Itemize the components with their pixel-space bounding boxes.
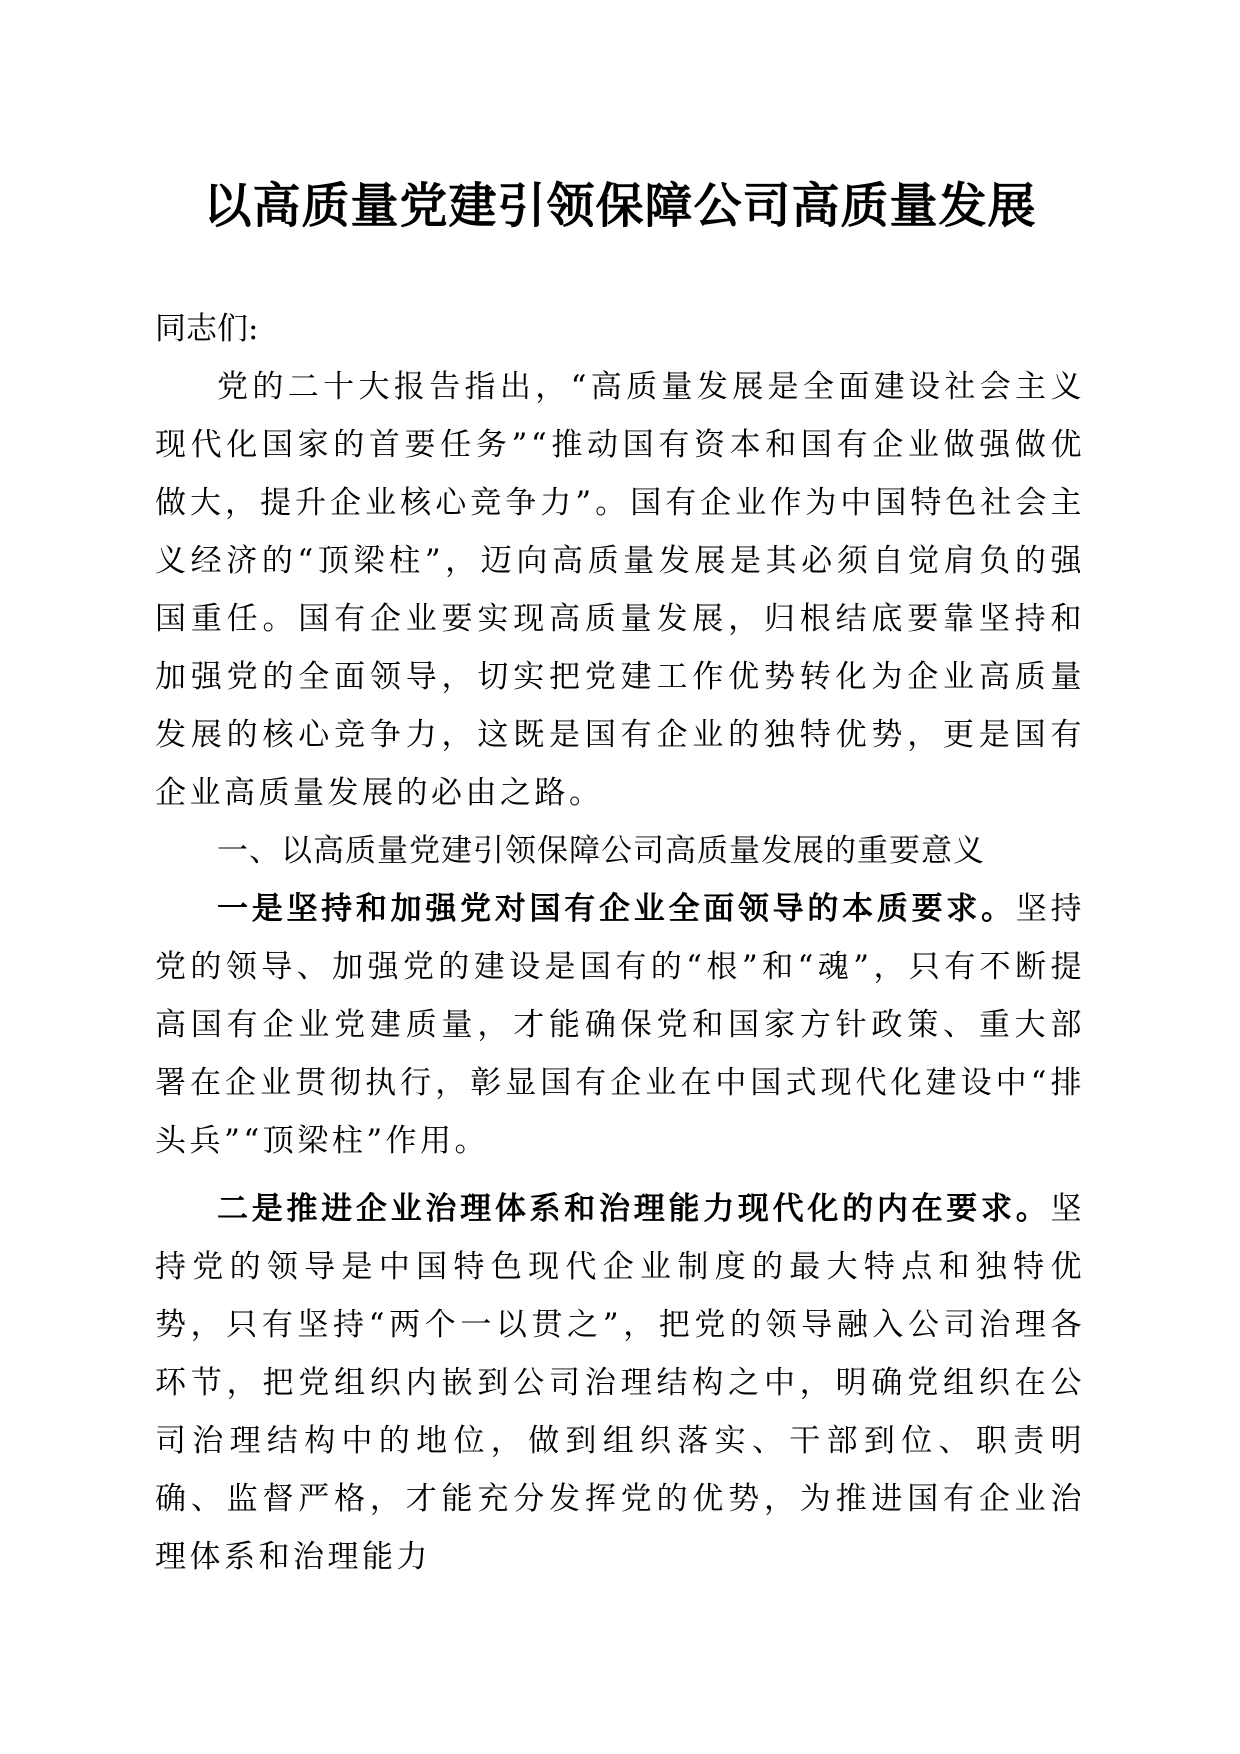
salutation: 同志们:: [155, 311, 259, 347]
point-1-text: 坚持党的领导、加强党的建设是国有的“根”和“魂”，只有不断提高国有企业党建质量，才能确保党和国家方针政策、重大部署在企业贯彻执行，彰显国有企业在中国式现代化建设中“排头兵”“顶梁柱”作用。: [155, 891, 1086, 1159]
point-2-paragraph: [155, 1180, 1085, 1586]
point-1-lead: 一是坚持和加强党对国有企业全面领导的本质要求。: [217, 891, 1016, 927]
point-2-lead: 二是推进企业治理体系和治理能力现代化的内在要求。: [217, 1191, 1051, 1227]
point-1-paragraph: [155, 880, 1085, 1170]
paragraph-spacer: [155, 1170, 1085, 1180]
section-heading-1: 一、以高质量党建引领保障公司高质量发展的重要意义: [217, 833, 985, 869]
document-title: 以高质量党建引领保障公司高质量发展: [203, 178, 1037, 234]
intro-paragraph: 党的二十大报告指出，“高质量发展是全面建设社会主义现代化国家的首要任务”“推动国有资本和国有企业做强做优做大，提升企业核心竞争力”。国有企业作为中国特色社会主义经济的“顶梁柱”，迈向高质量发展是其必须自觉肩负的强国重任。国有企业要实现高质量发展，归根结底要靠坚持和加强党的全面领导，切实把党建工作优势转化为企业高质量发展的核心竞争力，这既是国有企业的独特优势，更是国有企业高质量发展的必由之路。: [155, 369, 1085, 811]
point-2-text: 坚持党的领导是中国特色现代企业制度的最大特点和独特优势，只有坚持“两个一以贯之”，把党的领导融入公司治理各环节，把党组织内嵌到公司治理结构之中，明确党组织在公司治理结构中的地位，做到组织落实、干部到位、职责明确、监督严格，才能充分发挥党的优势，为推进国有企业治理体系和治理能力: [155, 1191, 1085, 1575]
document-body: [155, 300, 1085, 1586]
